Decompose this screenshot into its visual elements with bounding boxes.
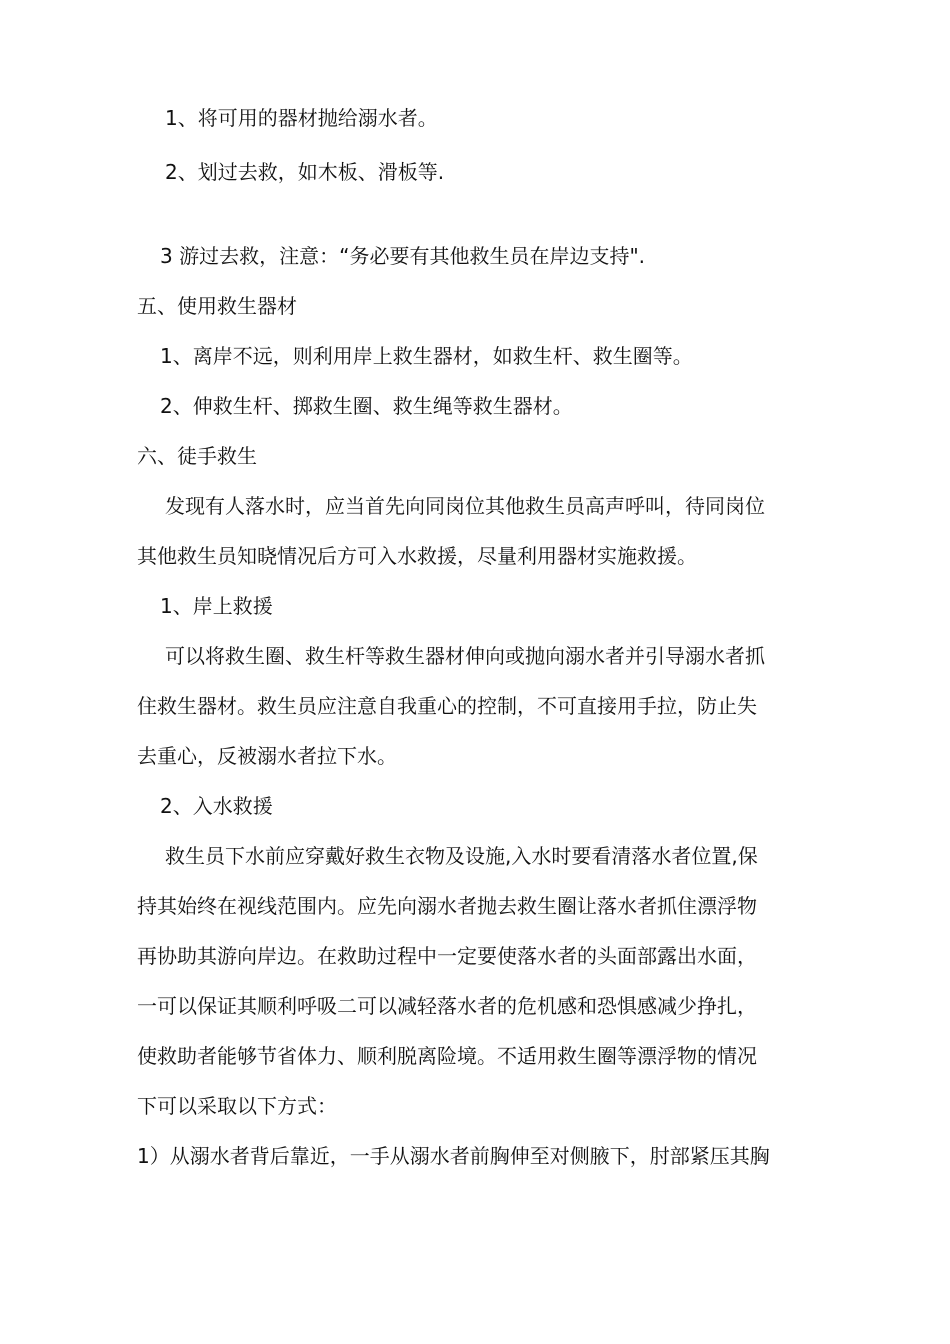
paragraph-line: 住救生器材。救生员应注意自我重心的控制，不可直接用手拉，防止失: [137, 694, 757, 718]
list-item-shore-equipment: 1、离岸不远，则利用岸上救生器材，如救生杆、救生圈等。: [160, 344, 693, 368]
paragraph-line: 再协助其游向岸边。在救助过程中一定要使落水者的头面部露出水面，: [137, 944, 757, 968]
section-heading-6: 六、徒手救生: [137, 444, 257, 468]
paragraph-line: 其他救生员知晓情况后方可入水救援，尽量利用器材实施救援。: [137, 544, 697, 568]
subheading-water-rescue: 2、入水救援: [160, 794, 273, 818]
paragraph-line: 发现有人落水时，应当首先向同岗位其他救生员高声呼叫，待同岗位: [165, 494, 765, 518]
paragraph-line: 下可以采取以下方式：: [137, 1094, 337, 1118]
list-item-paddle-rescue: 2、划过去救，如木板、滑板等.: [165, 160, 445, 184]
paragraph-line: 持其始终在视线范围内。应先向溺水者抛去救生圈让落水者抓住漂浮物: [137, 894, 757, 918]
section-heading-5: 五、使用救生器材: [137, 294, 297, 318]
subheading-shore-rescue: 1、岸上救援: [160, 594, 273, 618]
list-item-approach-from-behind: 1）从溺水者背后靠近，一手从溺水者前胸伸至对侧腋下，肘部紧压其胸: [137, 1144, 770, 1168]
list-item-swim-rescue: 3 游过去救，注意：“务必要有其他救生员在岸边支持".: [160, 244, 645, 268]
list-item-extend-equipment: 2、伸救生杆、掷救生圈、救生绳等救生器材。: [160, 394, 573, 418]
paragraph-line: 救生员下水前应穿戴好救生衣物及设施,入水时要看清落水者位置,保: [165, 844, 758, 868]
paragraph-line: 使救助者能够节省体力、顺利脱离险境。不适用救生圈等漂浮物的情况: [137, 1044, 757, 1068]
paragraph-line: 可以将救生圈、救生杆等救生器材伸向或抛向溺水者并引导溺水者抓: [165, 644, 765, 668]
paragraph-line: 去重心，反被溺水者拉下水。: [137, 744, 397, 768]
list-item-throw-equipment: 1、将可用的器材抛给溺水者。: [165, 106, 438, 130]
paragraph-line: 一可以保证其顺利呼吸二可以减轻落水者的危机感和恐惧感减少挣扎，: [137, 994, 757, 1018]
